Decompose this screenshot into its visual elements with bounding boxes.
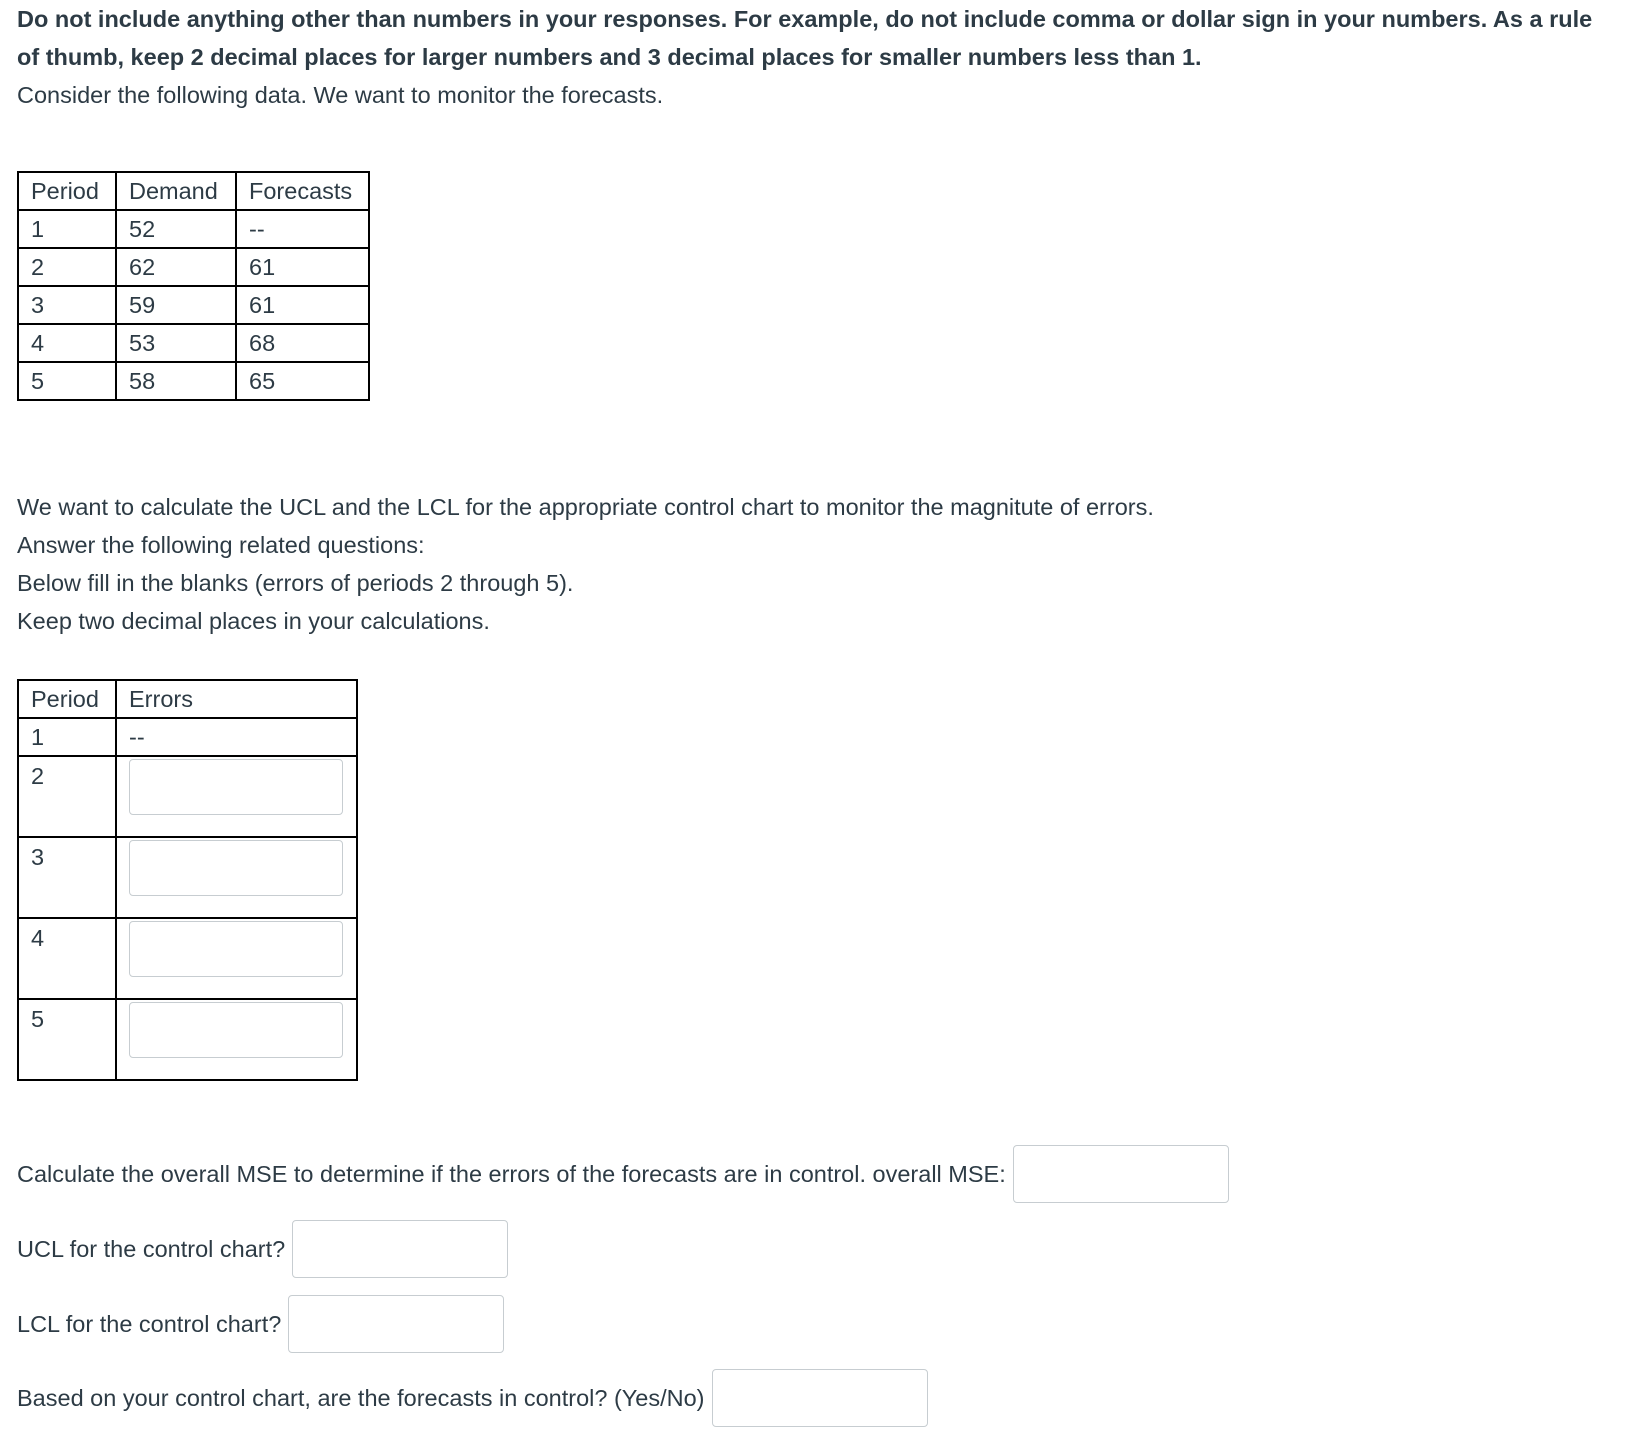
cell-error-input [116, 918, 357, 999]
cell-forecast: -- [236, 210, 369, 248]
cell-demand: 52 [116, 210, 236, 248]
cell-error-input [116, 999, 357, 1080]
table-row [18, 362, 369, 400]
table-row [18, 718, 357, 756]
table-header-row [18, 680, 357, 718]
mse-label: Calculate the overall MSE to determine if the errors of the forecasts are in control. overall MSE: [17, 1160, 1006, 1187]
mse-question [17, 1145, 1229, 1203]
table-row [18, 286, 369, 324]
lcl-label: LCL for the control chart? [17, 1310, 282, 1337]
cell-demand: 59 [116, 286, 236, 324]
cell-period: 3 [18, 286, 116, 324]
cell-forecast: 61 [236, 286, 369, 324]
error-input-period-5[interactable] [129, 1002, 343, 1058]
table-row [18, 210, 369, 248]
table-row [18, 918, 357, 999]
header-period: Period [18, 172, 116, 210]
cell-forecast: 68 [236, 324, 369, 362]
header-period: Period [18, 680, 116, 718]
mse-input[interactable] [1013, 1145, 1229, 1203]
cell-period: 4 [18, 918, 116, 999]
in-control-question [17, 1369, 928, 1427]
ucl-input[interactable] [292, 1220, 508, 1278]
cell-period: 3 [18, 837, 116, 918]
header-demand: Demand [116, 172, 236, 210]
table-row [18, 999, 357, 1080]
errors-table [17, 679, 358, 1081]
demand-forecast-table [17, 171, 370, 401]
table-row [18, 756, 357, 837]
cell-period: 5 [18, 999, 116, 1080]
cell-period: 2 [18, 248, 116, 286]
table-row [18, 248, 369, 286]
header-errors: Errors [116, 680, 357, 718]
cell-forecast: 65 [236, 362, 369, 400]
ucl-label: UCL for the control chart? [17, 1235, 286, 1262]
header-forecasts: Forecasts [236, 172, 369, 210]
cell-error-input [116, 837, 357, 918]
middle-line-2: Answer the following related questions: [17, 532, 425, 558]
cell-period: 1 [18, 718, 116, 756]
cell-forecast: 61 [236, 248, 369, 286]
cell-period: 2 [18, 756, 116, 837]
lcl-question [17, 1295, 504, 1353]
error-input-period-2[interactable] [129, 759, 343, 815]
instructions [17, 0, 1617, 114]
lcl-input[interactable] [288, 1295, 504, 1353]
instructions-intro: Consider the following data. We want to monitor the forecasts. [17, 82, 664, 108]
cell-demand: 62 [116, 248, 236, 286]
table-row [18, 324, 369, 362]
in-control-label: Based on your control chart, are the forecasts in control? (Yes/No) [17, 1384, 705, 1411]
error-input-period-3[interactable] [129, 840, 343, 896]
instructions-bold: Do not include anything other than numbers in your responses. For example, do not include comma or dollar sign in your numbers. As a rule of thumb, keep 2 decimal places for larger numbers and 3 decimal places for smaller numbers less than 1. [17, 6, 1593, 70]
cell-demand: 58 [116, 362, 236, 400]
middle-line-4: Keep two decimal places in your calculations. [17, 608, 490, 634]
cell-period: 5 [18, 362, 116, 400]
cell-period: 1 [18, 210, 116, 248]
ucl-question [17, 1220, 508, 1278]
cell-error-input [116, 756, 357, 837]
cell-period: 4 [18, 324, 116, 362]
in-control-input[interactable] [712, 1369, 928, 1427]
error-input-period-4[interactable] [129, 921, 343, 977]
middle-line-3: Below fill in the blanks (errors of periods 2 through 5). [17, 570, 574, 596]
table-header-row [18, 172, 369, 210]
cell-demand: 53 [116, 324, 236, 362]
cell-error: -- [116, 718, 357, 756]
middle-instructions [17, 488, 1154, 640]
middle-line-1: We want to calculate the UCL and the LCL for the appropriate control chart to monitor the magnitute of errors. [17, 494, 1154, 520]
table-row [18, 837, 357, 918]
